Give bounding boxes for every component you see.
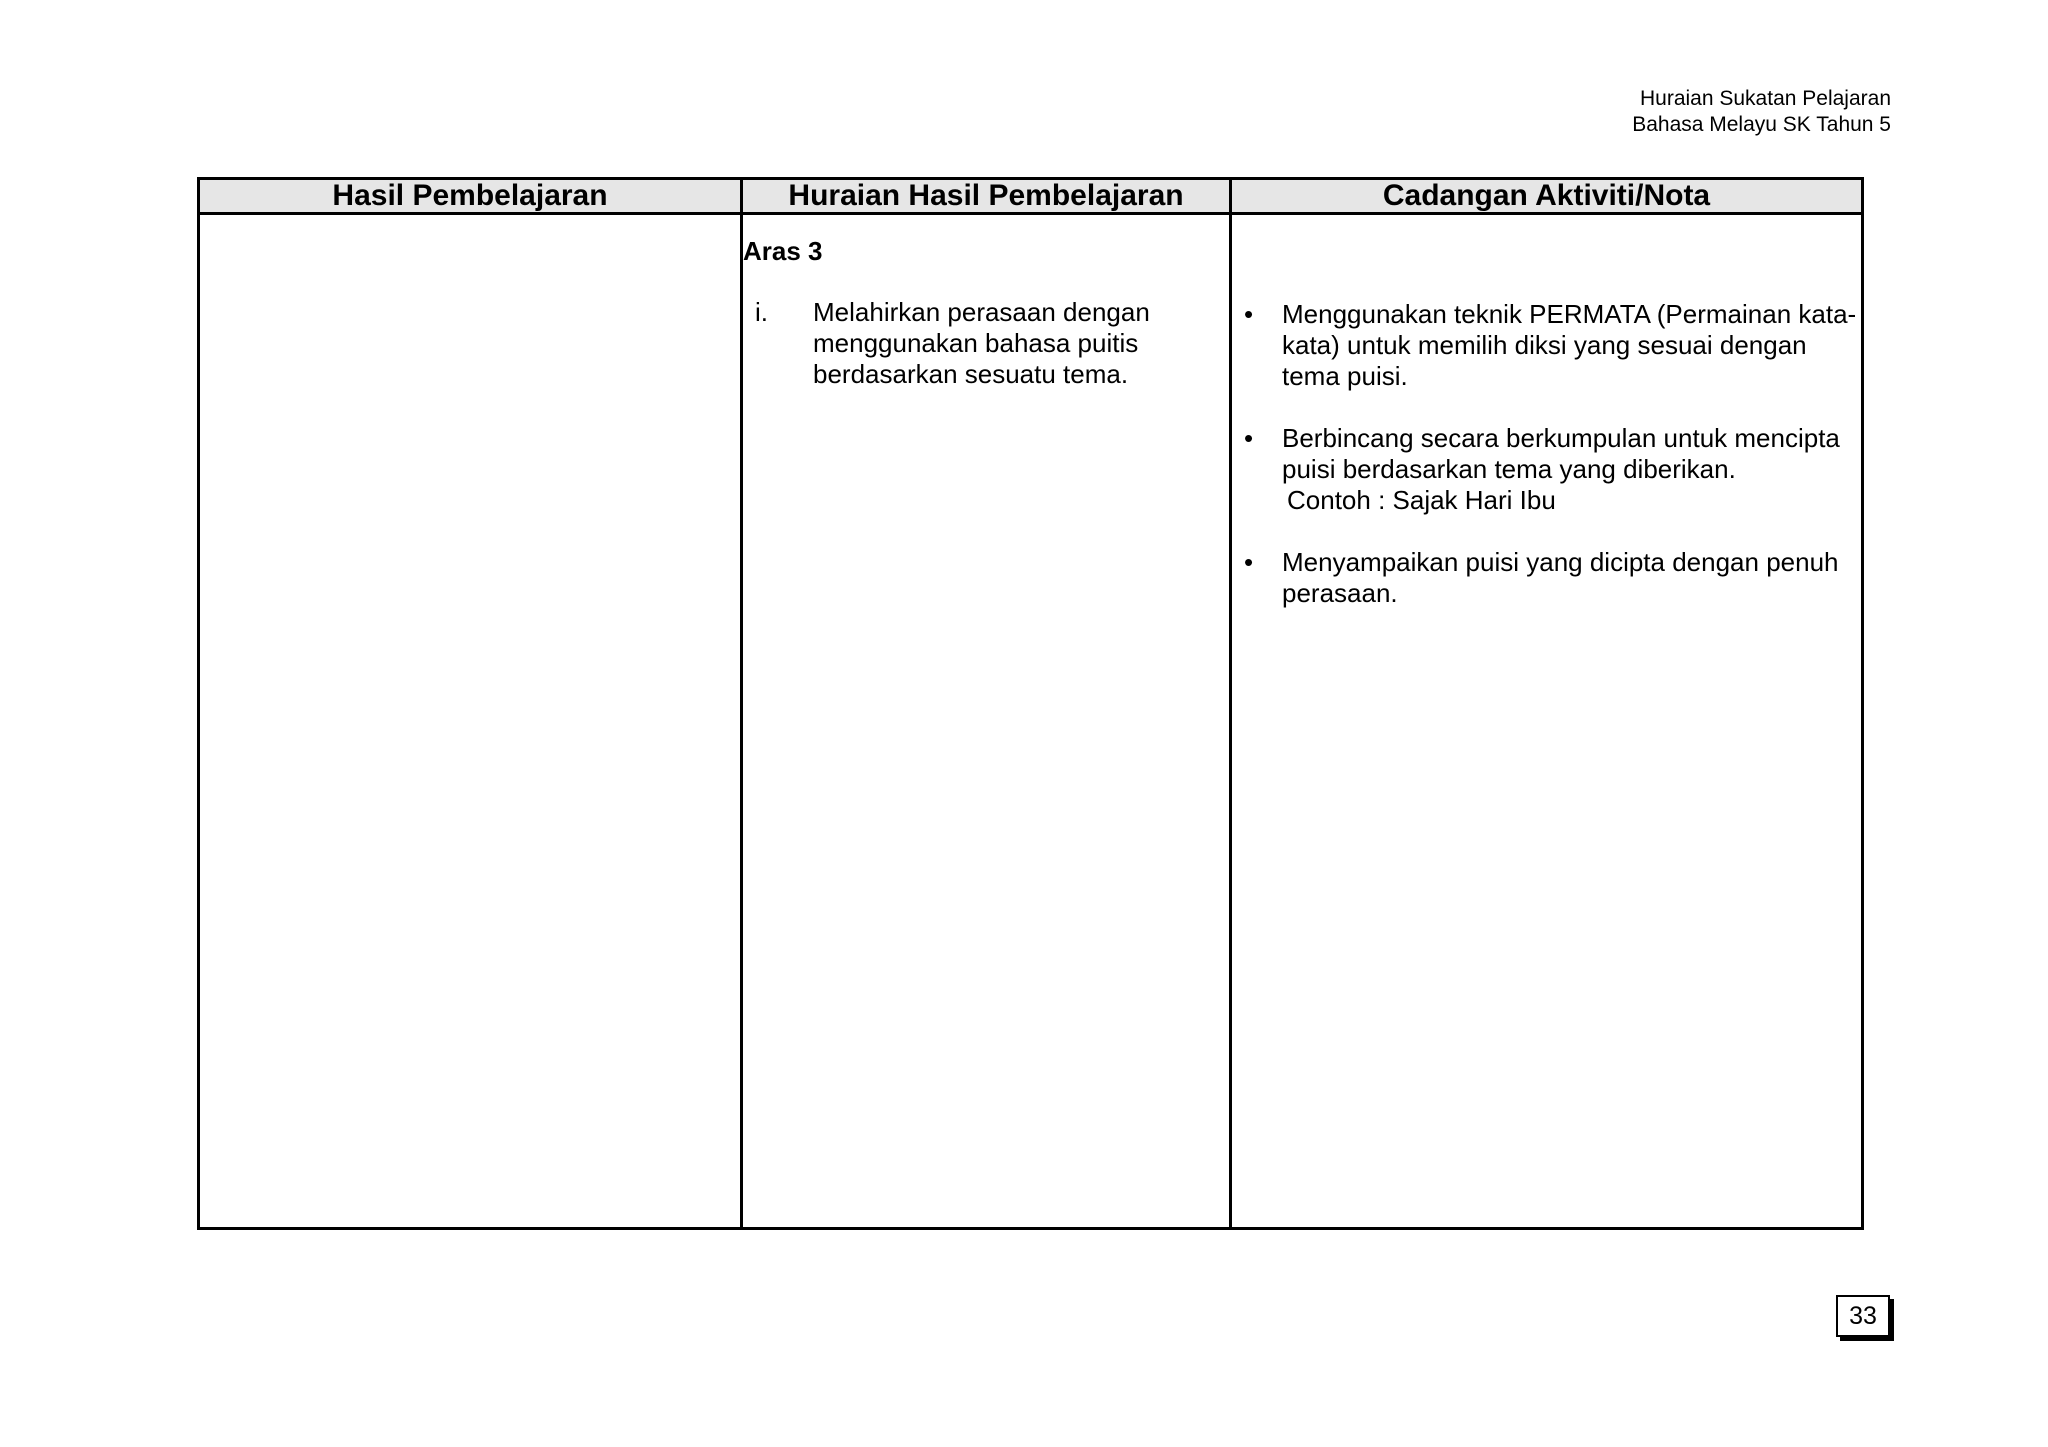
table-header-row xyxy=(199,179,1863,214)
column-header-outcome-description: Huraian Hasil Pembelajaran xyxy=(742,179,1231,214)
activity-text: Menyampaikan puisi yang dicipta dengan penuh perasaan. xyxy=(1282,547,1839,608)
page-header xyxy=(1632,86,1891,138)
outcome-item xyxy=(743,297,1229,390)
outcome-description-cell xyxy=(742,214,1231,1229)
activity-list xyxy=(1232,299,1861,609)
syllabus-table xyxy=(197,177,1864,1230)
table-row xyxy=(199,214,1863,1229)
bullet-icon: • xyxy=(1244,299,1254,329)
activity-text: Menggunakan teknik PERMATA (Permainan kata-kata) untuk memilih diksi yang sesuai dengan tema puisi. xyxy=(1282,299,1857,391)
activity-item xyxy=(1232,299,1861,392)
document-subtitle: Bahasa Melayu SK Tahun 5 xyxy=(1632,113,1891,136)
bullet-icon: • xyxy=(1244,423,1254,453)
column-header-learning-outcome: Hasil Pembelajaran xyxy=(199,179,742,214)
activity-item xyxy=(1232,423,1861,516)
activity-body xyxy=(1282,547,1861,609)
bullet-icon: • xyxy=(1244,547,1254,577)
outcome-text: Melahirkan perasaan dengan menggunakan bahasa puitis berdasarkan sesuatu tema. xyxy=(813,297,1150,389)
page-number: 33 xyxy=(1836,1295,1890,1337)
learning-outcome-cell xyxy=(199,214,742,1229)
activity-item xyxy=(1232,547,1861,609)
activity-example-note: Contoh : Sajak Hari Ibu xyxy=(1287,485,1556,515)
suggested-activities-cell xyxy=(1231,214,1863,1229)
document-title: Huraian Sukatan Pelajaran xyxy=(1640,87,1891,110)
activity-body xyxy=(1282,423,1861,516)
outcome-number: i. xyxy=(755,297,768,327)
column-header-suggested-activities: Cadangan Aktiviti/Nota xyxy=(1231,179,1863,214)
activity-text: Berbincang secara berkumpulan untuk mencipta puisi berdasarkan tema yang diberikan. xyxy=(1282,423,1840,484)
activity-body xyxy=(1282,299,1861,392)
level-heading: Aras 3 xyxy=(743,236,823,266)
